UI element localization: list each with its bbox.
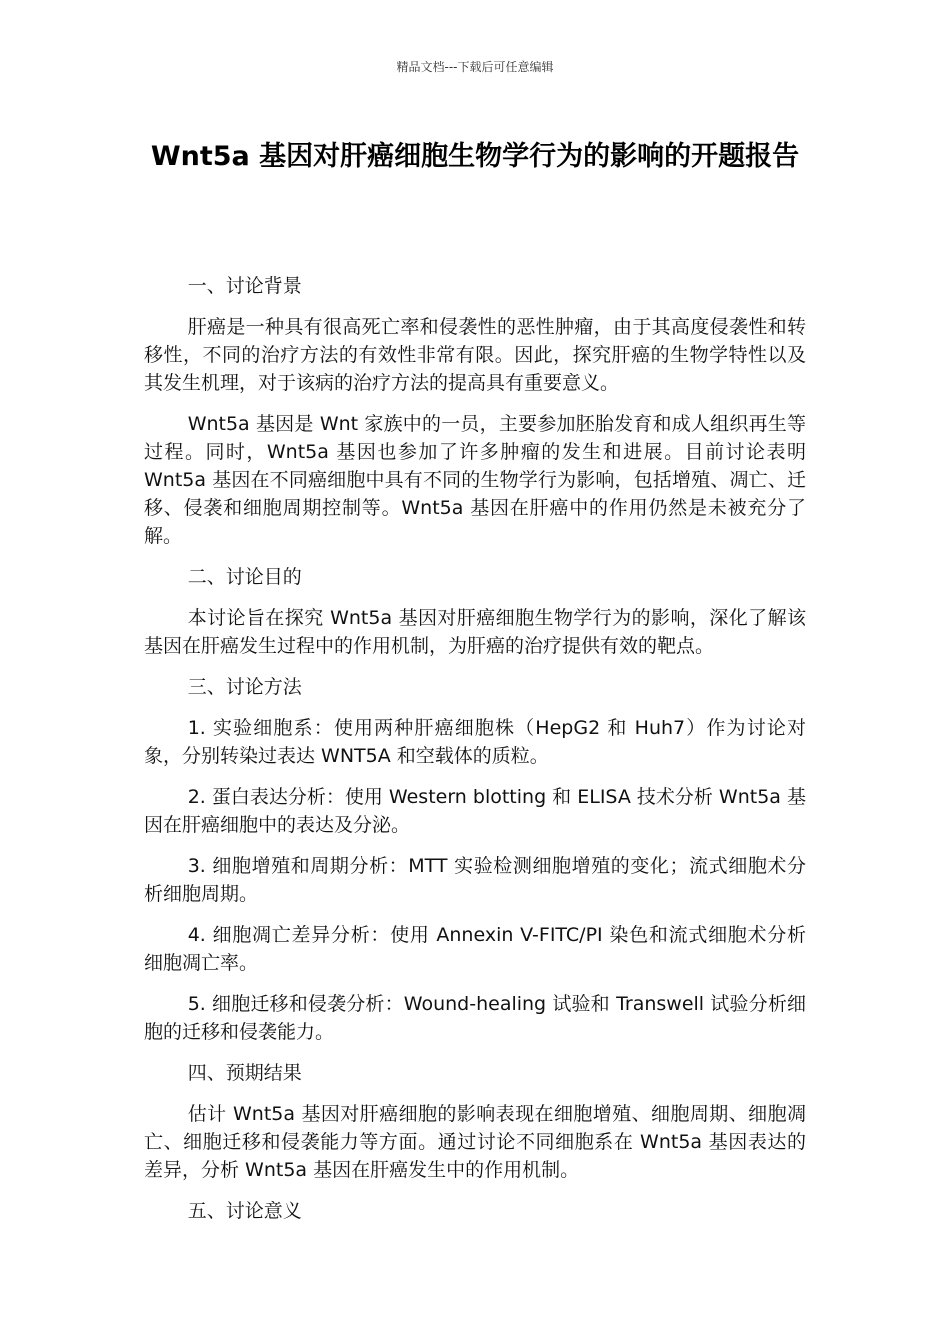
paragraph-purpose-1: 本讨论旨在探究 Wnt5a 基因对肝癌细胞生物学行为的影响，深化了解该基因在肝癌发生过程中的作用机制，为肝癌的治疗提供有效的靶点。 — [144, 607, 806, 657]
paragraph-results-1: 估计 Wnt5a 基因对肝癌细胞的影响表现在细胞增殖、细胞周期、细胞凋亡、细胞迁移和侵袭能力等方面。通过讨论不同细胞系在 Wnt5a 基因表达的差异，分析 Wnt5a 基因在肝癌发生中的作用机制。 — [144, 1103, 806, 1181]
document-title: Wnt5a 基因对肝癌细胞生物学行为的影响的开题报告 — [150, 141, 800, 172]
section-heading-purpose: 二、讨论目的 — [187, 566, 302, 588]
method-item-5: 5. 细胞迁移和侵袭分析：Wound-healing 试验和 Transwell 试验分析细胞的迁移和侵袭能力。 — [144, 993, 806, 1043]
method-item-4: 4. 细胞凋亡差异分析：使用 Annexin V-FITC/PI 染色和流式细胞术分析细胞凋亡率。 — [144, 924, 806, 974]
page-header-note: 精品文档---下载后可任意编辑 — [396, 60, 554, 74]
method-item-1: 1. 实验细胞系：使用两种肝癌细胞株（HepG2 和 Huh7）作为讨论对象，分别转染过表达 WNT5A 和空载体的质粒。 — [144, 717, 806, 767]
document-body — [144, 272, 806, 1238]
section-heading-results: 四、预期结果 — [187, 1062, 302, 1084]
method-item-3: 3. 细胞增殖和周期分析：MTT 实验检测细胞增殖的变化；流式细胞术分析细胞周期。 — [144, 855, 806, 905]
section-heading-background: 一、讨论背景 — [187, 275, 302, 297]
paragraph-background-2: Wnt5a 基因是 Wnt 家族中的一员，主要参加胚胎发育和成人组织再生等过程。同时，Wnt5a 基因也参加了许多肿瘤的发生和进展。目前讨论表明 Wnt5a 基因在不同癌细胞中具有不同的生物学行为影响，包括增殖、凋亡、迁移、侵袭和细胞周期控制等。Wnt5a 基因在肝癌中的作用仍然是未被充分了解。 — [144, 413, 806, 547]
method-item-2: 2. 蛋白表达分析：使用 Western blotting 和 ELISA 技术分析 Wnt5a 基因在肝癌细胞中的表达及分泌。 — [144, 786, 806, 836]
section-heading-significance: 五、讨论意义 — [187, 1200, 302, 1222]
paragraph-background-1: 肝癌是一种具有很高死亡率和侵袭性的恶性肿瘤，由于其高度侵袭性和转移性，不同的治疗方法的有效性非常有限。因此，探究肝癌的生物学特性以及其发生机理，对于该病的治疗方法的提高具有重要意义。 — [144, 316, 806, 394]
section-heading-methods: 三、讨论方法 — [187, 676, 302, 698]
